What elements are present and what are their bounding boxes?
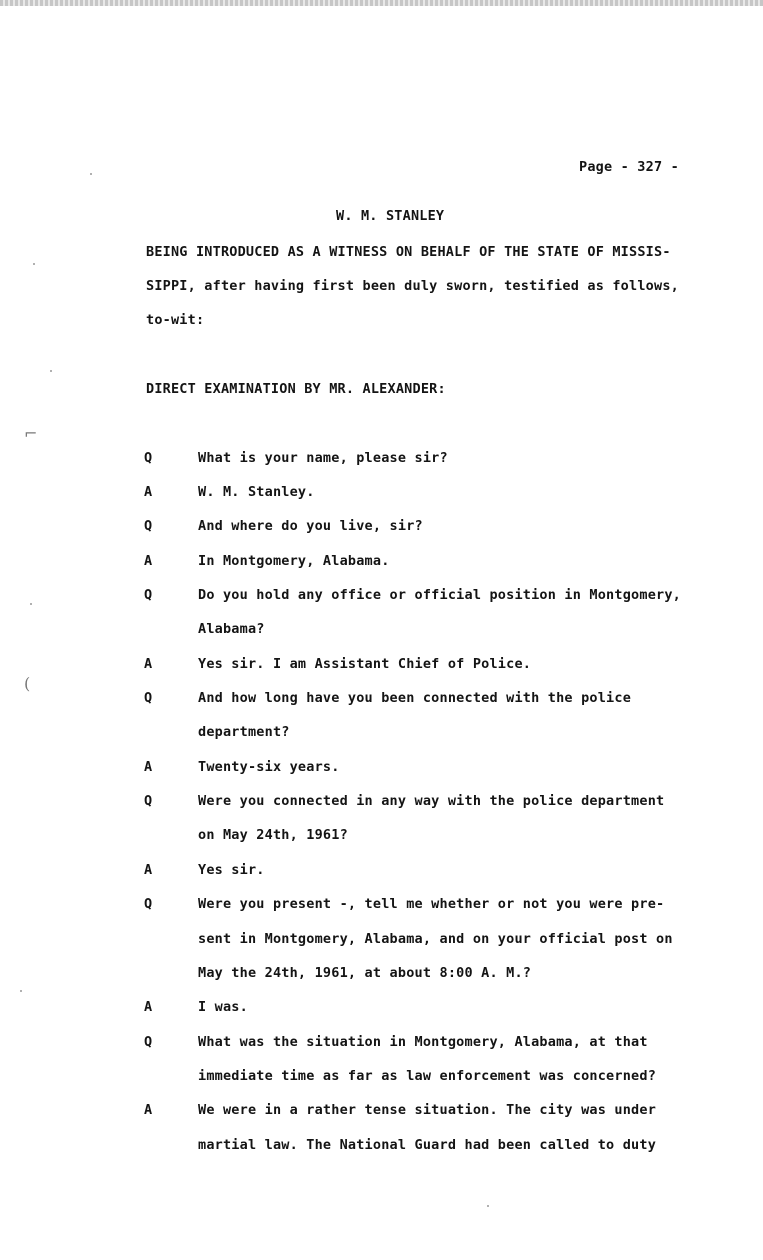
question-text: May the 24th, 1961, at about 8:00 A. M.? bbox=[198, 965, 532, 981]
scan-speck bbox=[90, 173, 92, 175]
scan-speck bbox=[487, 1205, 489, 1207]
answer-label: A bbox=[144, 553, 153, 569]
page-number: Page - 327 - bbox=[579, 159, 679, 175]
question-text: And how long have you been connected with the police bbox=[198, 690, 632, 706]
answer-text: I was. bbox=[198, 999, 248, 1015]
answer-label: A bbox=[144, 759, 153, 775]
witness-intro-line-2: SIPPI, after having first been duly sworn, testified as follows, bbox=[146, 278, 679, 294]
question-text: Alabama? bbox=[198, 621, 265, 637]
question-label: Q bbox=[144, 896, 153, 912]
answer-label: A bbox=[144, 999, 153, 1015]
question-text: sent in Montgomery, Alabama, and on your official post on bbox=[198, 931, 673, 947]
question-text: on May 24th, 1961? bbox=[198, 827, 348, 843]
question-label: Q bbox=[144, 518, 153, 534]
question-text: Were you connected in any way with the police department bbox=[198, 793, 665, 809]
question-text: And where do you live, sir? bbox=[198, 518, 423, 534]
answer-label: A bbox=[144, 862, 153, 878]
witness-intro-line-3: to-wit: bbox=[146, 312, 205, 328]
answer-text: In Montgomery, Alabama. bbox=[198, 553, 390, 569]
answer-text: W. M. Stanley. bbox=[198, 484, 315, 500]
question-text: Were you present -, tell me whether or not you were pre- bbox=[198, 896, 665, 912]
answer-label: A bbox=[144, 1102, 153, 1118]
question-text: department? bbox=[198, 724, 290, 740]
question-label: Q bbox=[144, 1034, 153, 1050]
margin-mark: ⌐ bbox=[24, 424, 38, 443]
question-label: Q bbox=[144, 450, 153, 466]
answer-text: Yes sir. I am Assistant Chief of Police. bbox=[198, 656, 532, 672]
question-text: immediate time as far as law enforcement was concerned? bbox=[198, 1068, 657, 1084]
question-text: What was the situation in Montgomery, Alabama, at that bbox=[198, 1034, 648, 1050]
witness-name: W. M. STANLEY bbox=[336, 208, 445, 224]
question-label: Q bbox=[144, 587, 153, 603]
answer-label: A bbox=[144, 656, 153, 672]
answer-label: A bbox=[144, 484, 153, 500]
question-label: Q bbox=[144, 690, 153, 706]
question-label: Q bbox=[144, 793, 153, 809]
witness-intro-line-1: BEING INTRODUCED AS A WITNESS ON BEHALF OF THE STATE OF MISSIS- bbox=[146, 244, 671, 260]
scan-speck bbox=[33, 263, 35, 265]
answer-text: We were in a rather tense situation. The city was under bbox=[198, 1102, 657, 1118]
scan-top-edge bbox=[0, 0, 763, 6]
question-text: Do you hold any office or official position in Montgomery, bbox=[198, 587, 682, 603]
margin-mark: ( bbox=[24, 674, 31, 693]
answer-text: martial law. The National Guard had been called to duty bbox=[198, 1137, 657, 1153]
question-text: What is your name, please sir? bbox=[198, 450, 448, 466]
scan-speck bbox=[30, 603, 32, 605]
scan-speck bbox=[20, 990, 22, 992]
answer-text: Yes sir. bbox=[198, 862, 265, 878]
answer-text: Twenty-six years. bbox=[198, 759, 340, 775]
examination-heading: DIRECT EXAMINATION BY MR. ALEXANDER: bbox=[146, 381, 446, 397]
scan-speck bbox=[50, 370, 52, 372]
